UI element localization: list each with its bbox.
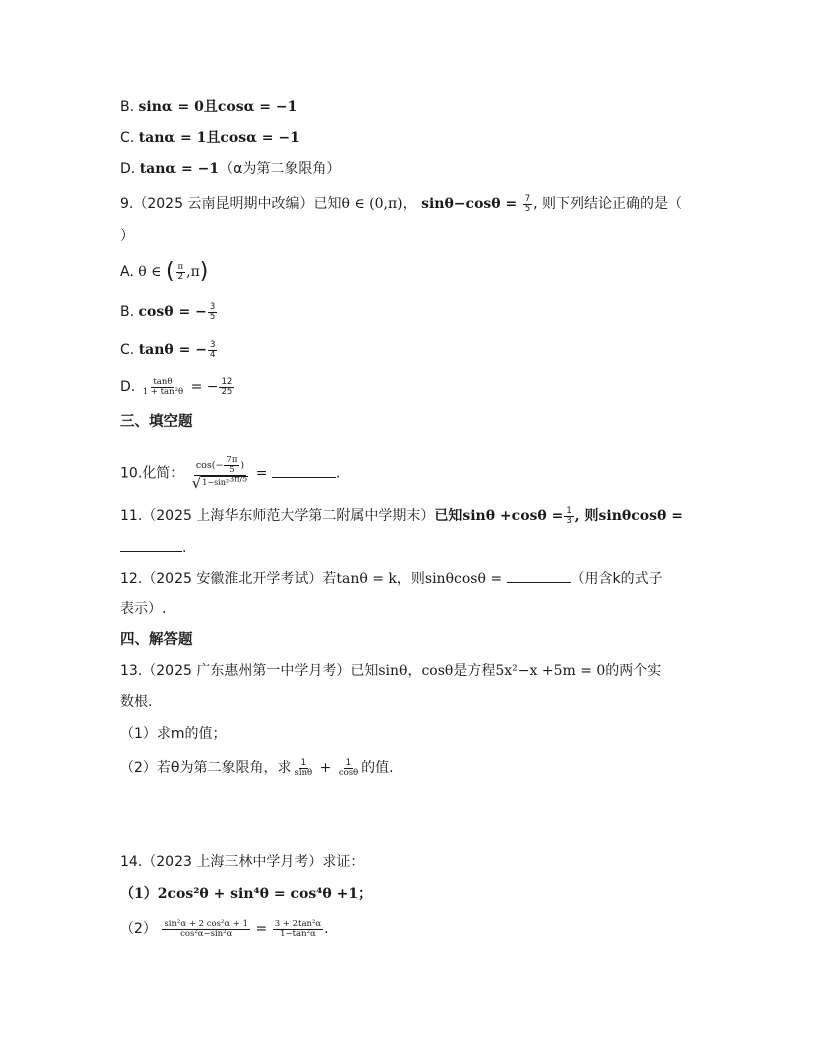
q12-stem: 12.（2025 安徽淮北开学考试）若tanθ = k，则sinθcosθ = （用含k的式子 xyxy=(120,568,663,589)
q14-part2: （2） $\frac{\text{sin²α + 2 cos²α + 1}}{\text{cos²α−sin²α}}$ = $\frac{\text{3 + 2tan²α}}{\text{1−tan²α}}$ . xyxy=(120,918,329,939)
q9-option-a: A. θ ∈ ( $\frac{\pi}{2}$ ,π) xyxy=(120,259,209,284)
q8-option-c: C. tanα = 1且cosα = −1 xyxy=(120,130,300,146)
q8-option-b: B. sinα = 0且cosα = −1 xyxy=(120,99,298,115)
q14-stem: 14.（2023 上海三林中学月考）求证： xyxy=(120,854,365,870)
q13-stem: 13.（2025 广东惠州第一中学月考）已知sinθ，cosθ是方程5x²−x +5m = 0的两个实 xyxy=(120,663,662,679)
q9-option-b: B. cosθ = − $\frac{3}{5}$ xyxy=(120,301,216,322)
q12-answer-blank[interactable] xyxy=(507,568,571,583)
q12-line2: 表示）. xyxy=(120,601,167,617)
section-fill-blank-heading: 三、填空题 xyxy=(120,414,193,430)
q10: 10.化简： cos(− $\frac{7\pi}{5}$ ) √ 1−sin²$^{3\pi/5}$ = . xyxy=(120,455,341,492)
q11-answer-blank[interactable] xyxy=(120,537,182,552)
q11-stem: 11.（2025 上海华东师范大学第二附属中学期末）已知sinθ +cosθ = $\frac{1}{3}$ , 则sinθcosθ = xyxy=(120,505,683,526)
q13-line2: 数根. xyxy=(120,694,153,710)
q9-stem-close: ） xyxy=(120,228,134,244)
q14-part1: （1）2cos²θ + sin⁴θ = cos⁴θ +1； xyxy=(120,886,373,902)
q10-answer-blank[interactable] xyxy=(272,463,336,478)
q9-fraction: $\frac{7}{5}$ xyxy=(524,193,531,214)
q8-option-d: D. tanα = −1（α为第二象限角） xyxy=(120,161,341,177)
q9-option-d: D. $\frac{\tan\theta}{\text{1 + tan²θ}}$ = − $\frac{12}{25}$ xyxy=(120,376,233,397)
section-solve-heading: 四、解答题 xyxy=(120,632,193,648)
q10-fraction: cos(− $\frac{7\pi}{5}$ ) √ 1−sin²$^{3\pi/5}$ xyxy=(191,455,248,492)
q11-blank-line: . xyxy=(120,537,186,558)
q9-stem: 9.（2025 云南昆明期中改编）已知θ ∈ (0,π)， sinθ−cosθ = $\frac{7}{5}$ , 则下列结论正确的是（ xyxy=(120,193,683,214)
q9-option-c: C. tanθ = − $\frac{3}{4}$ xyxy=(120,339,216,360)
q13-part2: （2）若θ为第二象限角，求 $\frac{1}{\sin\theta}$ + $\frac{1}{\cos\theta}$ 的值. xyxy=(120,757,394,778)
q13-part1: （1）求m的值； xyxy=(120,726,227,742)
